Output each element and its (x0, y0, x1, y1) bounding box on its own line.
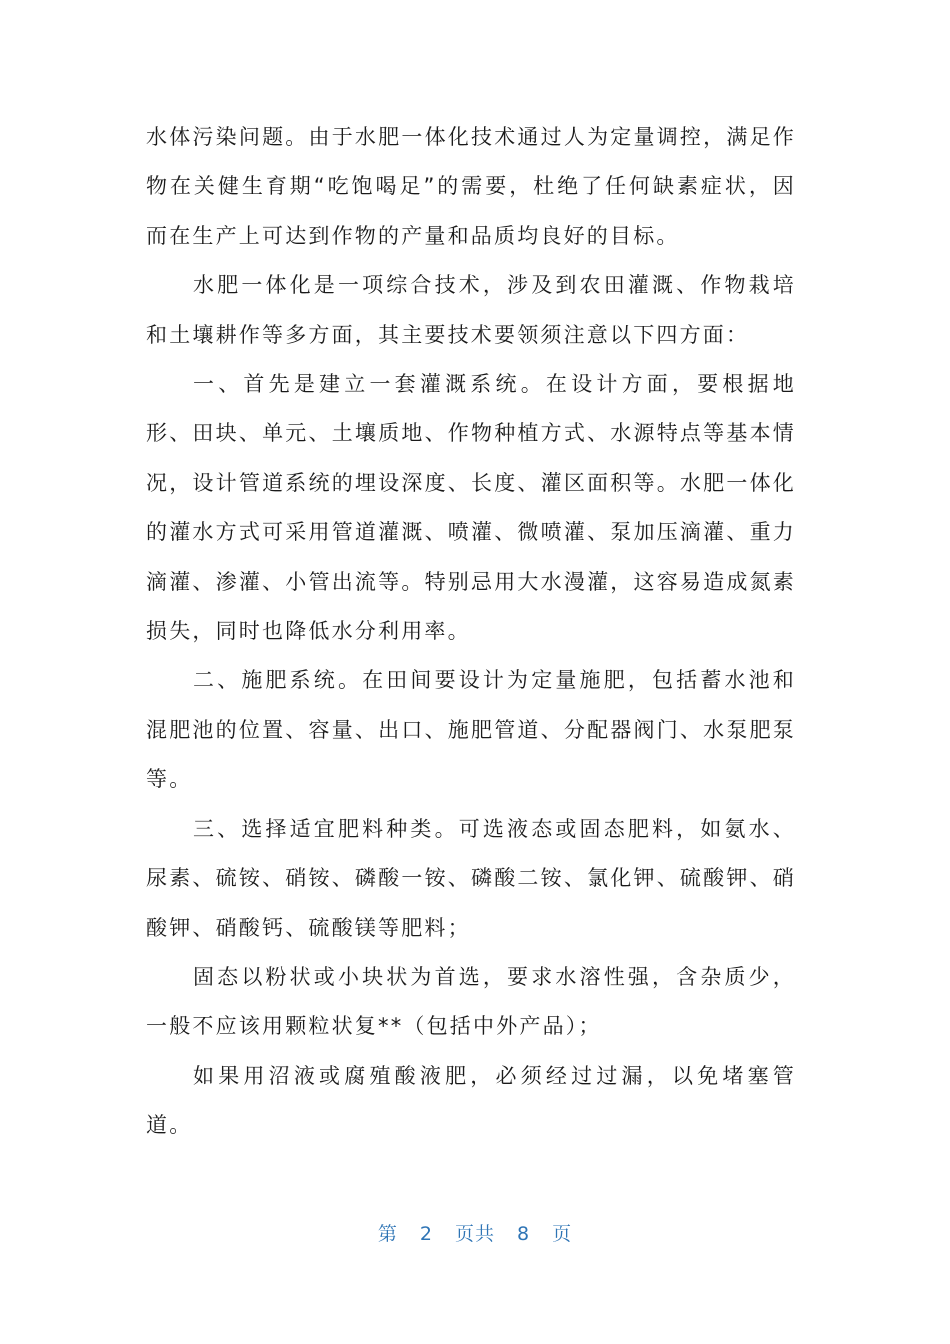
paragraph-4: 二、施肥系统。在田间要设计为定量施肥，包括蓄水池和混肥池的位置、容量、出口、施肥管道、分配器阀门、水泵肥泵等。 (146, 668, 796, 792)
footer-middle: 页共 (454, 1223, 495, 1245)
document-body (146, 113, 796, 1151)
page-footer (0, 1219, 950, 1246)
paragraph-6: 固态以粉状或小块状为首选，要求水溶性强，含杂质少，一般不应该用颗粒状复**（包括中外产品）； (146, 964, 796, 1039)
paragraph-7: 如果用沼液或腐殖酸液肥，必须经过过漏，以免堵塞管道。 (146, 1063, 796, 1138)
paragraph-1: 水体污染问题。由于水肥一体化技术通过人为定量调控，满足作物在关健生育期“吃饱喝足”的需要，杜绝了任何缺素症状，因而在生产上可达到作物的产量和品质均良好的目标。 (146, 125, 796, 248)
footer-suffix: 页 (552, 1223, 573, 1245)
paragraph-5: 三、选择适宜肥料种类。可选液态或固态肥料，如氨水、尿素、硫铵、硝铵、磷酸一铵、磷酸二铵、氯化钾、硫酸钾、硝酸钾、硝酸钙、硫酸镁等肥料； (146, 816, 796, 940)
footer-total-pages: 8 (517, 1223, 531, 1245)
paragraph-2: 水肥一体化是一项综合技术，涉及到农田灌溉、作物栽培和土壤耕作等多方面，其主要技术要领须注意以下四方面： (146, 273, 796, 347)
footer-current-page: 2 (419, 1223, 433, 1245)
paragraph-3: 一、首先是建立一套灌溉系统。在设计方面，要根据地形、田块、单元、土壤质地、作物种植方式、水源特点等基本情况，设计管道系统的埋设深度、长度、灌区面积等。水肥一体化的灌水方式可采用管道灌溉、喷灌、微喷灌、泵加压滴灌、重力滴灌、渗灌、小管出流等。特别忌用大水漫灌，这容易造成氮素损失，同时也降低水分利用率。 (146, 372, 796, 644)
footer-prefix: 第 (377, 1223, 398, 1245)
